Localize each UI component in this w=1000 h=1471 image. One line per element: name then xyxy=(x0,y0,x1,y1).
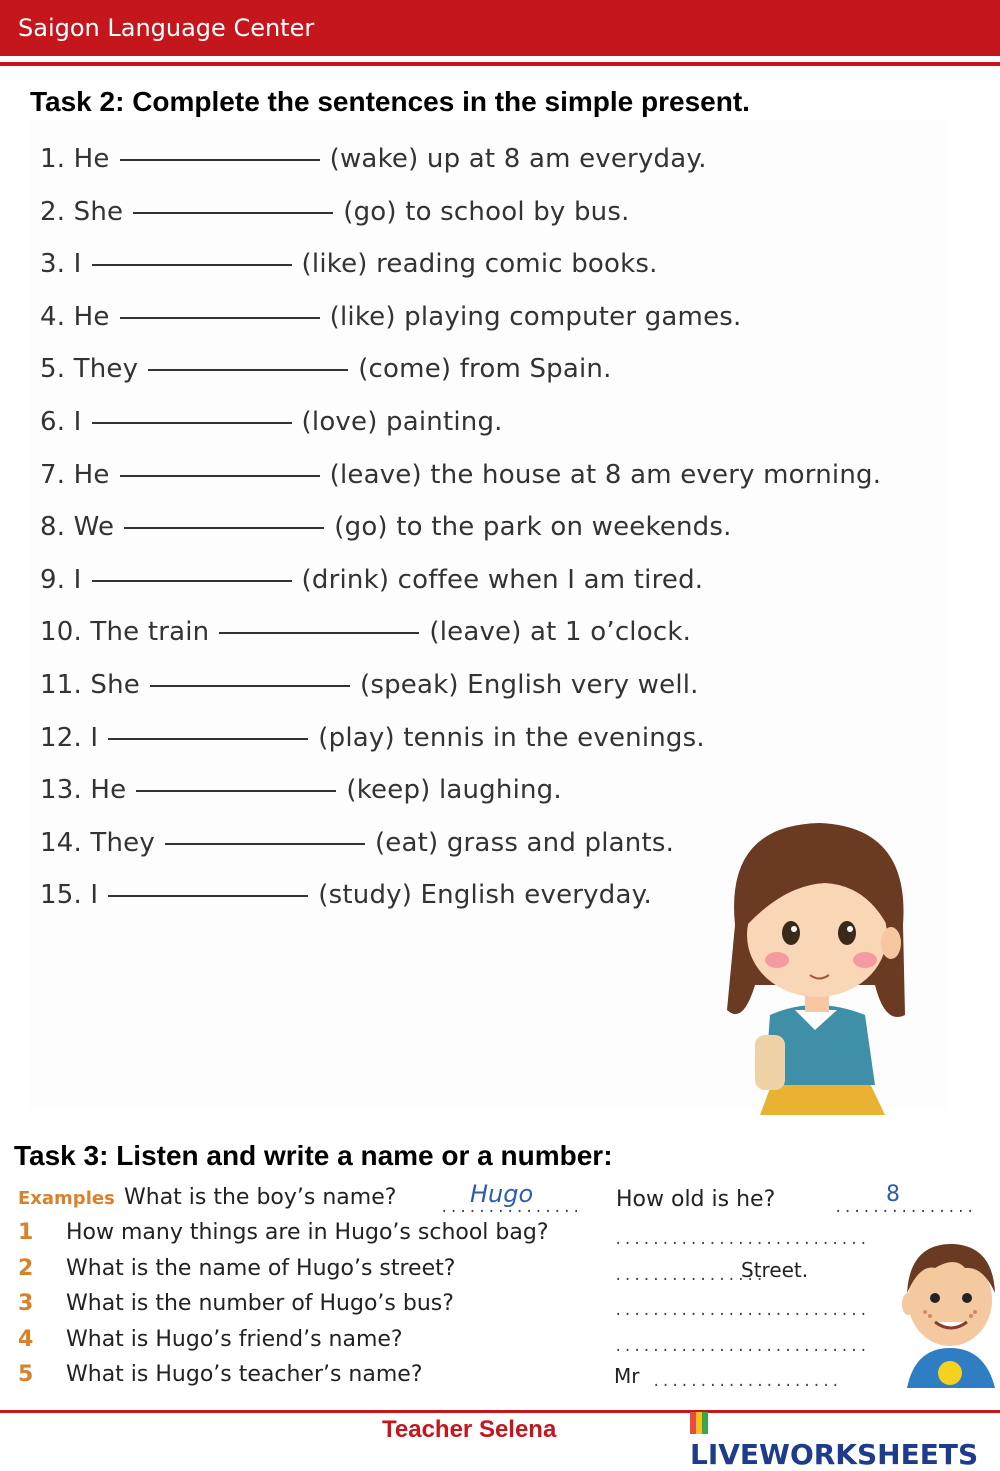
sentence-subject: 12. I xyxy=(40,722,99,753)
example1-question: What is the boy’s name? xyxy=(124,1185,397,1210)
sentence-row xyxy=(40,249,658,279)
answer-blank[interactable] xyxy=(165,842,365,845)
answer-line[interactable]: ........................... xyxy=(614,1303,869,1319)
answer-line[interactable]: ................ xyxy=(614,1267,765,1284)
sentence-subject: 11. She xyxy=(40,670,140,700)
example1-answer-line: ............... xyxy=(440,1200,582,1216)
answer-blank[interactable] xyxy=(219,631,419,634)
answer-blank[interactable] xyxy=(92,579,292,582)
sentence-rest: (come) from Spain. xyxy=(358,354,612,385)
answer-blank[interactable] xyxy=(120,158,320,161)
question-number: 4 xyxy=(18,1326,34,1352)
question-text: What is Hugo’s teacher’s name? xyxy=(66,1362,423,1387)
sentence-rest: (play) tennis in the evenings. xyxy=(318,722,705,753)
question-text: What is Hugo’s friend’s name? xyxy=(66,1326,403,1352)
sentence-rest: (wake) up at 8 am everyday. xyxy=(329,144,707,174)
example2-question: How old is he? xyxy=(616,1187,776,1212)
sentence-row xyxy=(40,723,705,753)
sentence-row xyxy=(40,302,742,332)
example1-answer: Hugo xyxy=(470,1180,534,1208)
girl-illustration xyxy=(715,815,915,1115)
sentence-row xyxy=(40,617,691,647)
question-number: 3 xyxy=(18,1291,34,1316)
sentence-rest: (drink) coffee when I am tired. xyxy=(301,564,704,595)
sentence-rest: (like) reading comic books. xyxy=(301,249,658,280)
sentence-rest: (go) to the park on weekends. xyxy=(334,512,732,543)
sentence-row xyxy=(40,354,612,384)
example2-answer-line: ............... xyxy=(834,1200,976,1216)
example2-answer: 8 xyxy=(886,1182,900,1207)
header-bar xyxy=(0,0,1000,56)
question-text: What is the number of Hugo’s bus? xyxy=(66,1291,454,1316)
sentence-row xyxy=(40,775,562,805)
question-text: How many things are in Hugo’s school bag? xyxy=(66,1220,549,1245)
sentence-rest: (study) English everyday. xyxy=(318,880,652,911)
sentence-row xyxy=(40,880,652,910)
answer-blank[interactable] xyxy=(108,894,308,897)
sentence-rest: (eat) grass and plants. xyxy=(374,827,675,858)
teacher-name: Teacher Selena xyxy=(382,1416,557,1443)
answer-blank[interactable] xyxy=(92,263,292,266)
sentence-subject: 13. He xyxy=(40,775,127,806)
header-title: Saigon Language Center xyxy=(18,14,315,42)
answer-suffix: Street. xyxy=(741,1257,809,1282)
sentence-rest: (speak) English very well. xyxy=(360,670,699,700)
boy-illustration xyxy=(895,1238,1000,1388)
sentence-row xyxy=(40,144,707,174)
task3-title: Task 3: Listen and write a name or a number: xyxy=(14,1140,613,1171)
sentence-row xyxy=(40,460,881,490)
task2-title: Task 2: Complete the sentences in the simple present. xyxy=(30,86,750,117)
sentence-subject: 8. We xyxy=(40,512,115,543)
sentence-subject: 1. He xyxy=(40,144,110,174)
answer-line[interactable]: .................... xyxy=(652,1374,841,1390)
sentence-rest: (leave) at 1 o’clock. xyxy=(429,617,692,648)
answer-blank[interactable] xyxy=(120,474,320,477)
sentence-subject: 14. They xyxy=(40,827,155,858)
answer-line[interactable]: ........................... xyxy=(614,1338,869,1355)
question-number: 1 xyxy=(18,1220,34,1245)
answer-blank[interactable] xyxy=(120,316,320,319)
answer-blank[interactable] xyxy=(150,684,350,687)
question-number: 5 xyxy=(18,1362,34,1387)
answer-blank[interactable] xyxy=(148,368,348,371)
sentence-rest: (like) playing computer games. xyxy=(329,301,742,332)
sentence-rest: (go) to school by bus. xyxy=(343,196,630,227)
sentence-subject: 4. He xyxy=(40,301,110,332)
header-divider xyxy=(0,62,1000,66)
answer-prefix: Mr xyxy=(614,1364,640,1388)
answer-blank[interactable] xyxy=(108,737,308,740)
sentence-row xyxy=(40,512,732,542)
sentence-rest: (leave) the house at 8 am every morning. xyxy=(329,459,882,490)
question-number: 2 xyxy=(18,1255,34,1281)
logo-text: LIVEWORKSHEETS xyxy=(690,1438,979,1471)
answer-blank[interactable] xyxy=(92,421,292,424)
liveworksheets-logo xyxy=(690,1405,1000,1471)
sentence-row xyxy=(40,565,703,595)
answer-blank[interactable] xyxy=(124,526,324,529)
answer-line[interactable]: ........................... xyxy=(614,1232,869,1248)
sentence-row xyxy=(40,407,503,437)
sentence-rest: (love) painting. xyxy=(301,407,503,437)
sentence-subject: 10. The train xyxy=(40,617,210,648)
examples-label: Examples xyxy=(18,1188,115,1209)
sentence-rest: (keep) laughing. xyxy=(346,775,562,806)
sentence-subject: 3. I xyxy=(40,249,82,280)
sentence-subject: 9. I xyxy=(40,564,82,595)
logo-icon xyxy=(690,1412,708,1434)
sentence-subject: 6. I xyxy=(40,407,82,437)
sentence-row xyxy=(40,197,630,227)
sentence-subject: 5. They xyxy=(40,354,139,385)
answer-blank[interactable] xyxy=(133,211,333,214)
sentence-row xyxy=(40,670,699,700)
sentence-subject: 7. He xyxy=(40,459,110,490)
sentence-subject: 2. She xyxy=(40,196,124,227)
sentence-row xyxy=(40,828,674,858)
answer-blank[interactable] xyxy=(136,789,336,792)
sentence-subject: 15. I xyxy=(40,880,99,911)
question-text: What is the name of Hugo’s street? xyxy=(66,1255,456,1281)
